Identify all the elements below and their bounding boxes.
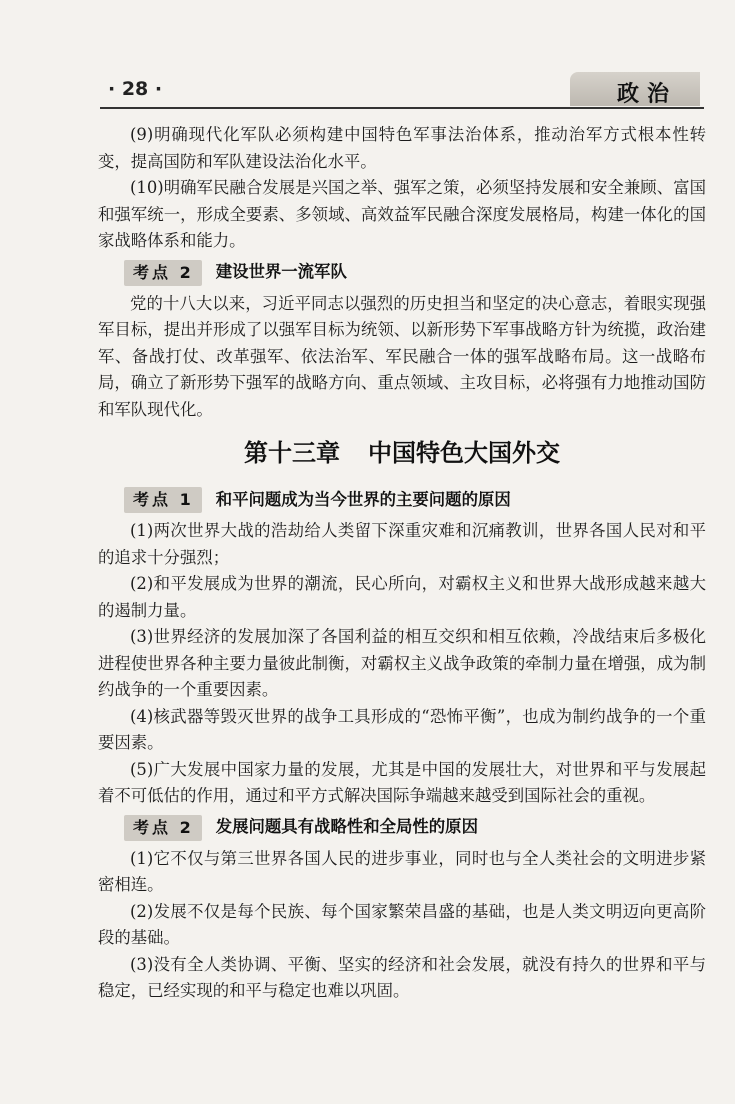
paragraph: (2)发展不仅是每个民族、每个国家繁荣昌盛的基础，也是人类文明迈向更高阶段的基础。 [98,901,706,947]
kaodian-heading [124,483,706,517]
paragraph: (3)没有全人类协调、平衡、坚实的经济和社会发展，就没有持久的世界和平与稳定，已经实现的和平与稳定也难以巩固。 [98,954,706,1000]
paragraph: (10)明确军民融合发展是兴国之举、强军之策，必须坚持发展和安全兼顾、富国和强军统一，形成全要素、多领域、高效益军民融合深度发展格局，构建一体化的国家战略体系和能力。 [98,178,706,250]
kaodian-heading [124,811,706,845]
chapter-name: 中国特色大国外交 [368,439,560,467]
chapter-heading [98,427,706,479]
paragraph: 党的十八大以来，习近平同志以强烈的历史担当和坚定的决心意志，着眼实现强军目标，提出并形成了以强军目标为统领、以新形势下军事战略方针为统揽，政治建军、备战打仗、改革强军、依法治军、军民融合一体的强军战略布局。这一战略布局，确立了新形势下强军的战略方向、重点领域、主攻目标，必将强有力地推动国防和军队现代化。 [98,293,706,419]
page-header [0,70,735,122]
paragraph: (3)世界经济的发展加深了各国利益的相互交织和相互依赖，冷战结束后多极化进程使世界各种主要力量彼此制衡，对霸权主义战争政策的牵制力量在增强，成为制约战争的一个重要因素。 [98,627,706,699]
subject-label: 政治 [617,82,678,107]
kaodian-badge: 考点 2 [124,815,202,841]
kaodian-title: 建设世界一流军队 [215,262,347,282]
paragraph: (1)两次世界大战的浩劫给人类留下深重灾难和沉痛教训，世界各国人民对和平的追求十分强烈； [98,521,706,567]
paragraph: (5)广大发展中国家力量的发展，尤其是中国的发展壮大，对世界和平与发展起着不可低估的作用，通过和平方式解决国际争端越来越受到国际社会的重视。 [98,759,706,805]
page-content [98,122,706,1005]
kaodian-title: 和平问题成为当今世界的主要问题的原因 [215,489,511,509]
paragraph: (2)和平发展成为世界的潮流，民心所向，对霸权主义和世界大战形成越来越大的遏制力量。 [98,574,706,620]
page-number: · 28 · [108,78,163,100]
kaodian-badge: 考点 1 [124,487,202,513]
chapter-number: 第十三章 [244,439,340,467]
kaodian-title: 发展问题具有战略性和全局性的原因 [215,817,478,837]
kaodian-heading [124,256,706,290]
header-rule [100,107,704,109]
kaodian-badge: 考点 2 [124,260,202,286]
paragraph: (9)明确现代化军队必须构建中国特色军事法治体系，推动治军方式根本性转变，提高国防和军队建设法治化水平。 [98,125,706,171]
paragraph: (4)核武器等毁灭世界的战争工具形成的“恐怖平衡”，也成为制约战争的一个重要因素。 [98,706,706,752]
paragraph: (1)它不仅与第三世界各国人民的进步事业，同时也与全人类社会的文明进步紧密相连。 [98,848,706,894]
